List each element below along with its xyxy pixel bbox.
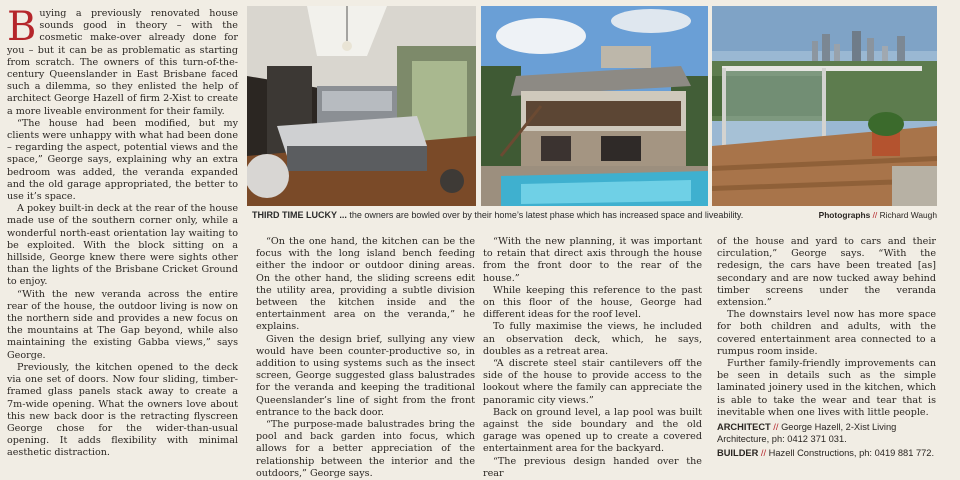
builder-details: Hazell Constructions, ph: 0419 881 772. (768, 447, 935, 458)
builder-separator: // (758, 447, 769, 458)
credit-name: Richard Waugh (879, 210, 937, 220)
credit-separator: // (870, 210, 880, 220)
article-paragraph: Previously, the kitchen opened to the deck via one set of doors. Now four sliding, timber-framed glass panels stack away to create a 7m-wide opening. What the owners love about this new back door is the retracting flyscreen George chose for the wider-than-usual opening. It adds flexibility with minimal aesthetic distraction. (7, 361, 238, 459)
project-credits (717, 421, 947, 460)
article-paragraph: “A discrete steel stair cantilevers off the side of the house to provide access to the lookout where the family can appreciate the panoramic city views.” (483, 358, 702, 406)
article-paragraph: “With the new planning, it was important to retain that direct axis through the house from the front door to the rear of the house.” (483, 236, 702, 284)
kitchen-photo (247, 6, 476, 206)
photo-caption (252, 209, 812, 221)
architect-separator: // (770, 422, 782, 432)
deck-city-view-photo (712, 6, 937, 206)
article-paragraph: “On the one hand, the kitchen can be the focus with the long island bench feeding either the indoor or outdoor dining areas. On the other hand, the sliding screens edit the utility area, providing a subtle division between the kitchen inside and the entertainment area on the veranda,” he explains. (256, 236, 475, 333)
article-column-1 (7, 4, 238, 460)
article-paragraph: “The purpose-made balustrades bring the pool and back garden into focus, which allows for a better appreciation of the relationship between the interior and the outdoors,” George says. (256, 419, 475, 479)
article-paragraph: “The previous design handed over the rear (483, 455, 702, 479)
article-paragraph: While keeping this reference to the past on this floor of the house, George had different ideas for the roof level. (483, 284, 702, 321)
article-paragraph: Buying a previously renovated house sounds good in theory – with the cosmetic make-over already done for you – but it can be as problematic as starting from scratch. The owners of this turn-of-the-century Queenslander in East Brisbane faced such a dilemma, so they enlisted the help of architect George Hazell of firm 2-Xist to create a more liveable environment for their family. (7, 4, 238, 117)
photo-credit (812, 209, 937, 221)
article-paragraph: of the house and yard to cars and their circulation,” George says. “With the redesign, the cars have been treated [as] secondary and are now tucked away behind timber screens under the veranda extension.” (717, 236, 936, 309)
article-paragraph: The downstairs level now has more space for both children and adults, with the covered entertainment area connected to a rumpus room inside. (717, 309, 936, 357)
article-paragraph: Back on ground level, a lap pool was built against the side boundary and the old garage was opened up to create a covered entertainment area for the backyard. (483, 406, 702, 455)
article-paragraph: A pokey built-in deck at the rear of the house made use of the southern corner only, while a wonderful north-east orientation lay waiting to be exploited. With the block sitting on a hillside, George knew there were sights other than the lights of the Brisbane Cricket Ground to enjoy. (7, 203, 238, 288)
article-column-3 (483, 236, 702, 480)
credit-label: Photographs (818, 210, 871, 220)
article-paragraph: “With the new veranda across the entire rear of the house, the outdoor living is now on the northern side and provides a new focus on the mountains at The Gap beyond, while also maintaining the existing Gabba views,” says George. (7, 288, 238, 361)
article-column-4 (717, 236, 936, 419)
caption-lead: THIRD TIME LUCKY ... (252, 210, 347, 220)
architect-details: George Hazell, 2-Xist Living Architecture, ph: 0412 371 031. (717, 422, 897, 445)
house-exterior-photo (481, 6, 708, 206)
article-paragraph: To fully maximise the views, he included an observation deck, which, he says, doubles as a retreat area. (483, 321, 702, 357)
caption-text: the owners are bowled over by their home’s latest phase which has increased space and liveability. (346, 210, 744, 220)
article-column-2 (256, 236, 475, 480)
builder-label: BUILDER (717, 447, 759, 458)
article-paragraph: Given the design brief, sullying any view would have been counter-productive so, in addition to using systems such as the insect screen, George suggested glass balustrades for the veranda and keeping the traditional Queenslander’s line of sight from the front entrance to the back door. (256, 333, 475, 418)
builder-credit (717, 447, 947, 459)
article-paragraph: Further family-friendly improvements can be seen in details such as the simple laminated joinery used in the kitchen, which is able to take the wear and tear that is inevitable when one lives with little people. (717, 358, 936, 418)
article-paragraph: “The house had been modified, but my clients were unhappy with what had been done – regarding the aspect, potential views and the space,” George says, explaining why an extra bedroom was added, the veranda expanded and the old garage appropriated, the better to use it’s space. (7, 117, 238, 203)
architect-label: ARCHITECT (717, 422, 771, 432)
drop-cap: B (7, 4, 37, 50)
architect-credit (717, 421, 947, 446)
